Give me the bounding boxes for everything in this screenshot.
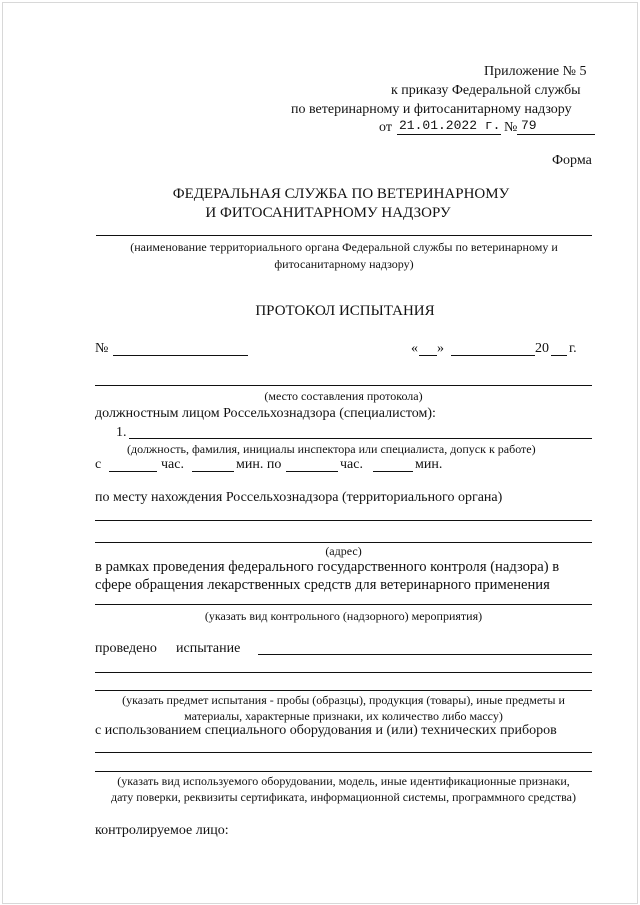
equipment-field-2[interactable] bbox=[95, 771, 592, 772]
time-min-from-field[interactable] bbox=[192, 471, 234, 472]
control-text-line-1: в рамках проведения федерального государственного контроля (надзора) в bbox=[95, 559, 560, 575]
time-min-label-2: мин. bbox=[415, 457, 443, 472]
test-field-1[interactable] bbox=[258, 654, 592, 655]
official-field[interactable] bbox=[129, 438, 592, 439]
territorial-hint-1: (наименование территориального органа Федеральной службы по ветеринарному и bbox=[130, 240, 558, 254]
subject-hint-1: (указать предмет испытания - пробы (образцы), продукция (товары), иные предметы и bbox=[122, 693, 565, 707]
appendix-line-3: по ветеринарному и фитосанитарному надзору bbox=[291, 102, 572, 117]
official-line: должностным лицом Россельхознадзора (специалистом): bbox=[95, 406, 436, 421]
appendix-number-sign: № bbox=[504, 120, 518, 135]
test-field-3[interactable] bbox=[95, 690, 592, 691]
date-year-suffix: г. bbox=[569, 341, 577, 356]
agency-line-2: И ФИТОСАНИТАРНОМУ НАДЗОРУ bbox=[205, 205, 451, 221]
time-hours-label-1: час. bbox=[161, 457, 184, 472]
time-hours-to-field[interactable] bbox=[286, 471, 338, 472]
date-day-field[interactable] bbox=[419, 355, 437, 356]
control-text-line-2: сфере обращения лекарственных средств для ветеринарного применения bbox=[95, 577, 550, 593]
equipment-field-1[interactable] bbox=[95, 752, 592, 753]
subject-hint-2: материалы, характерные признаки, их количество либо массу) bbox=[184, 709, 503, 723]
measure-hint: (указать вид контрольного (надзорного) мероприятия) bbox=[204, 609, 483, 623]
territorial-body-field[interactable] bbox=[96, 235, 592, 236]
form-label: Форма bbox=[552, 153, 592, 168]
official-hint: (должность, фамилия, инициалы инспектора или специалиста, допуск к работе) bbox=[127, 442, 536, 456]
appendix-line-2: к приказу Федеральной службы bbox=[391, 83, 581, 98]
date-open-quote: « bbox=[411, 341, 418, 356]
date-year-field[interactable] bbox=[551, 355, 567, 356]
date-close-quote: » bbox=[437, 341, 444, 356]
measure-field[interactable] bbox=[95, 604, 592, 605]
time-hours-from-field[interactable] bbox=[109, 471, 157, 472]
place-hint: (место составления протокола) bbox=[264, 389, 423, 403]
address-field-1[interactable] bbox=[95, 520, 592, 521]
protocol-number-label: № bbox=[95, 341, 109, 356]
number-underline bbox=[517, 134, 595, 135]
appendix-ot: от bbox=[379, 120, 392, 135]
equipment-hint-1: (указать вид используемого оборудовании, модель, иные идентификационные признаки, bbox=[117, 774, 570, 788]
time-min-label-1: мин. по bbox=[236, 457, 282, 472]
test-conducted: проведено bbox=[95, 641, 157, 656]
appendix-number: 79 bbox=[521, 118, 537, 133]
test-field-2[interactable] bbox=[95, 672, 592, 673]
date-underline bbox=[397, 134, 501, 135]
date-month-field[interactable] bbox=[451, 355, 535, 356]
place-field[interactable] bbox=[95, 385, 592, 386]
time-min-to-field[interactable] bbox=[373, 471, 413, 472]
territorial-hint-2: фитосанитарному надзору) bbox=[274, 257, 414, 271]
protocol-title: ПРОТОКОЛ ИСПЫТАНИЯ bbox=[255, 303, 435, 319]
agency-line-1: ФЕДЕРАЛЬНАЯ СЛУЖБА ПО ВЕТЕРИНАРНОМУ bbox=[172, 186, 510, 202]
protocol-number-field[interactable] bbox=[113, 355, 248, 356]
controlled-person-label: контролируемое лицо: bbox=[95, 823, 229, 838]
appendix-line-1: Приложение № 5 bbox=[484, 64, 587, 79]
time-hours-label-2: час. bbox=[340, 457, 363, 472]
test-label: испытание bbox=[176, 641, 241, 656]
appendix-date: 21.01.2022 г. bbox=[399, 118, 501, 133]
official-item-number: 1. bbox=[116, 425, 127, 440]
equipment-line: с использованием специального оборудования и (или) технических приборов bbox=[95, 723, 557, 738]
location-line: по месту нахождения Россельхознадзора (территориального органа) bbox=[95, 490, 503, 505]
time-from: с bbox=[95, 457, 102, 472]
address-hint: (адрес) bbox=[325, 544, 362, 558]
date-year-prefix: 20 bbox=[535, 341, 549, 356]
equipment-hint-2: дату поверки, реквизиты сертификата, информационной системы, программного средства) bbox=[111, 790, 576, 804]
